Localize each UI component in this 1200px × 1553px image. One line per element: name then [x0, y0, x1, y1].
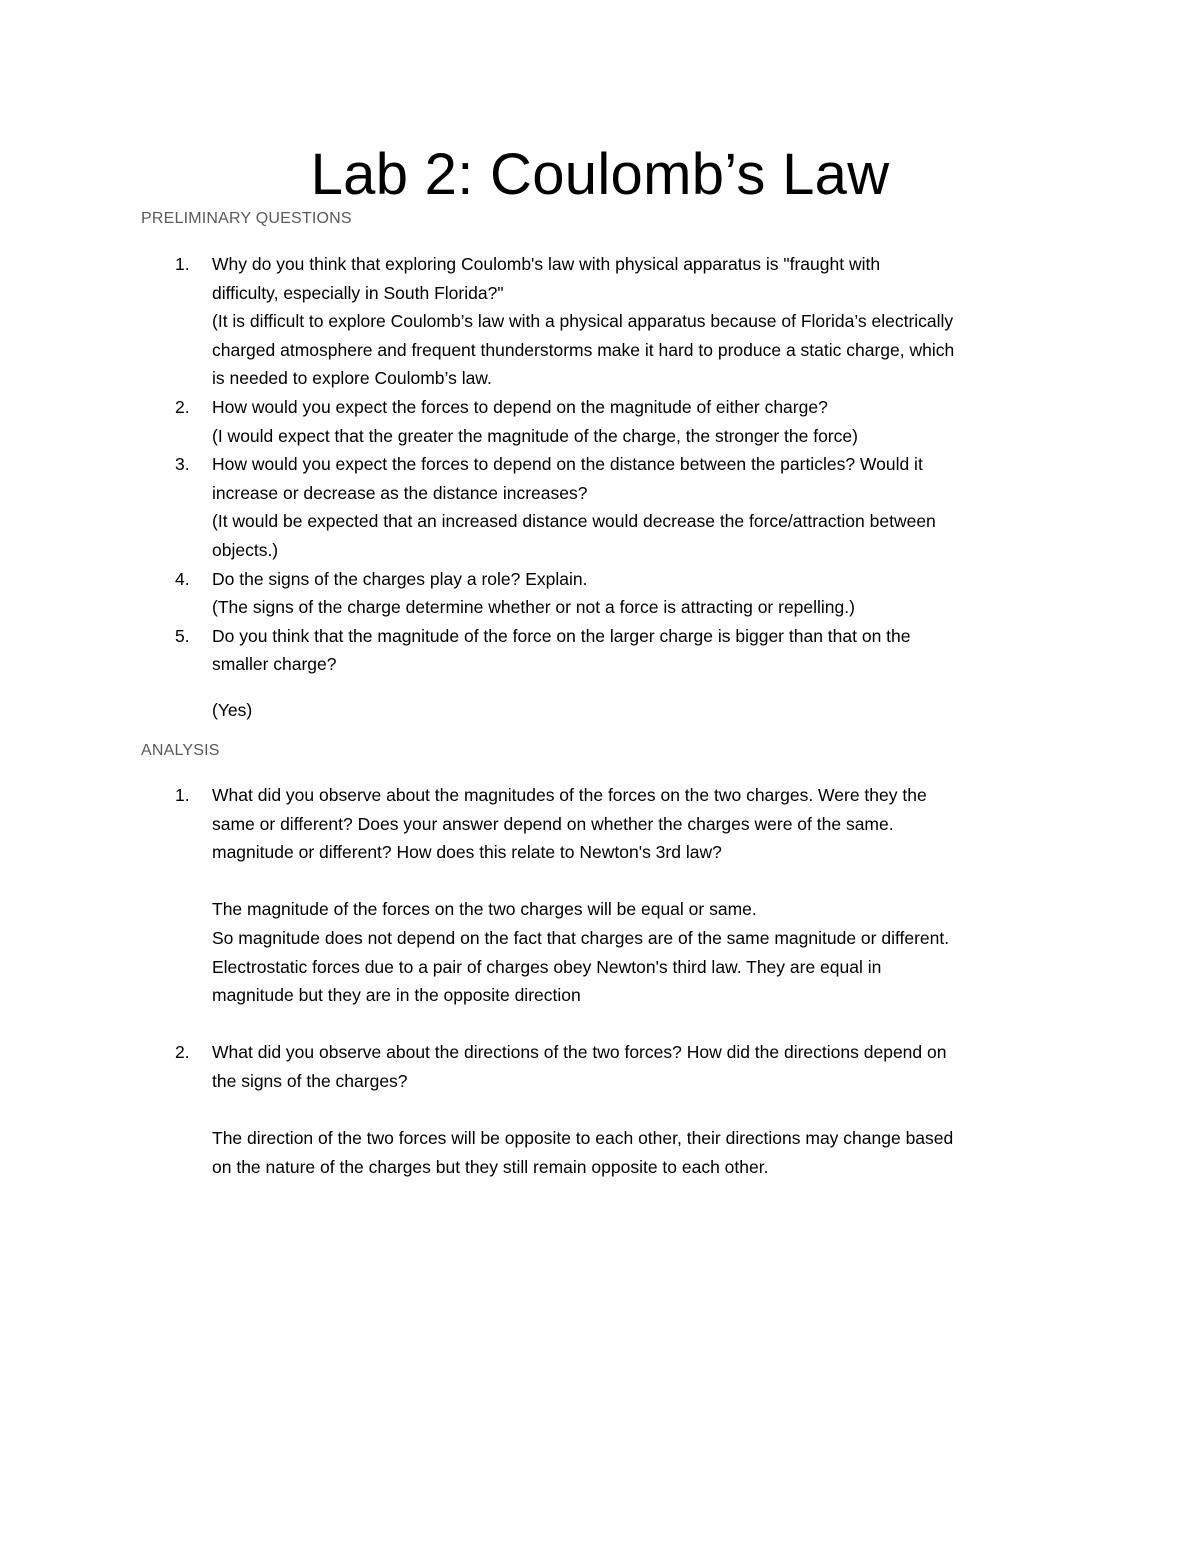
item-number: 5.: [175, 625, 190, 646]
question-line: increase or decrease as the distance increases?: [212, 482, 588, 503]
question-line: difficulty, especially in South Florida?": [212, 282, 504, 303]
answer-line: magnitude but they are in the opposite direction: [212, 985, 581, 1006]
question-line: Do the signs of the charges play a role? Explain.: [212, 568, 588, 589]
question-line: smaller charge?: [212, 654, 337, 675]
spacer: [212, 1010, 1070, 1039]
item-number: 4.: [175, 568, 190, 589]
question-line: magnitude or different? How does this relate to Newton's 3rd law?: [212, 842, 722, 863]
item-number: 1.: [175, 254, 190, 274]
answer-line: (I would expect that the greater the magnitude of the charge, the stronger the force): [212, 425, 858, 446]
answer-line: is needed to explore Coulomb’s law.: [212, 368, 492, 389]
document-title: Lab 2: Coulomb’s Law: [310, 142, 890, 207]
item-number: 3.: [175, 454, 190, 475]
question-line: How would you expect the forces to depend on the distance between the particles? Would it: [212, 454, 923, 475]
answer-line: (It is difficult to explore Coulomb’s law with a physical apparatus because of Florida’s electrically: [212, 311, 954, 332]
item-number: 2.: [175, 1042, 190, 1063]
item-number: 2.: [175, 396, 190, 417]
question-line: How would you expect the forces to depend on the magnitude of either charge?: [212, 396, 828, 417]
analysis-question-list: [0, 781, 1200, 1181]
question-line: What did you observe about the directions of the two forces? How did the directions depend on: [212, 1042, 947, 1063]
question-line: same or different? Does your answer depend on whether the charges were of the same.: [212, 813, 894, 834]
analysis-item-2: [0, 1038, 1200, 1181]
spacer: [212, 679, 1070, 696]
preliminary-heading: PRELIMINARY QUESTIONS: [141, 210, 352, 227]
question-line: What did you observe about the magnitudes of the forces on the two charges. Were they the: [212, 785, 927, 805]
answer-line: objects.): [212, 539, 279, 560]
preliminary-question-list: [0, 250, 1200, 725]
question-line: the signs of the charges?: [212, 1070, 408, 1091]
answer-line: (The signs of the charge determine whether or not a force is attracting or repelling.): [212, 597, 855, 618]
answer-line: So magnitude does not depend on the fact that charges are of the same magnitude or different.: [212, 927, 950, 948]
answer-line: (Yes): [212, 699, 253, 720]
preliminary-item-3: [0, 450, 1200, 564]
preliminary-item-5: [0, 622, 1200, 725]
answer-line: The direction of the two forces will be opposite to each other, their directions may change based: [212, 1128, 954, 1149]
question-line: Why do you think that exploring Coulomb's law with physical apparatus is "fraught with: [212, 254, 881, 274]
analysis-heading: ANALYSIS: [141, 742, 220, 759]
preliminary-item-4: [0, 565, 1200, 622]
preliminary-item-2: [0, 393, 1200, 450]
item-number: 1.: [175, 785, 190, 805]
preliminary-item-1: [0, 250, 1200, 393]
question-line: Do you think that the magnitude of the force on the larger charge is bigger than that on the: [212, 625, 911, 646]
answer-line: charged atmosphere and frequent thunderstorms make it hard to produce a static charge, which: [212, 339, 955, 360]
answer-line: on the nature of the charges but they still remain opposite to each other.: [212, 1156, 769, 1177]
answer-line: Electrostatic forces due to a pair of charges obey Newton's third law. They are equal in: [212, 956, 882, 977]
analysis-item-1: [0, 781, 1200, 1038]
answer-line: The magnitude of the forces on the two charges will be equal or same.: [212, 899, 757, 920]
spacer: [212, 1096, 1070, 1125]
answer-line: (It would be expected that an increased distance would decrease the force/attraction between: [212, 511, 936, 532]
spacer: [212, 867, 1070, 896]
